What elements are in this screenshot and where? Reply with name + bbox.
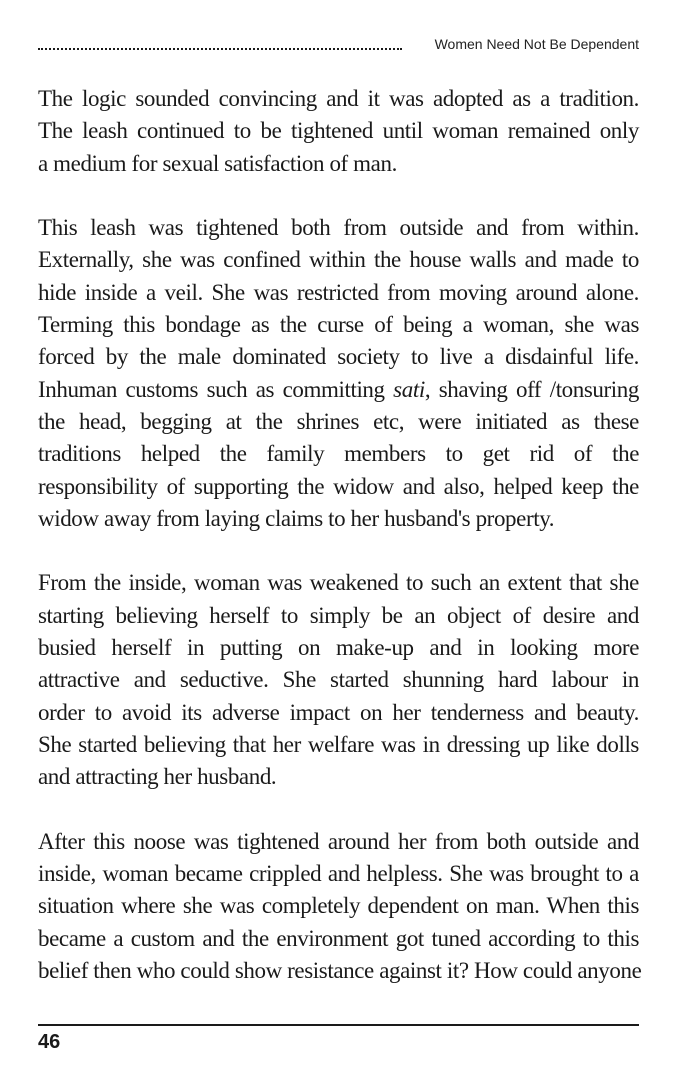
- paragraph-3: [38, 567, 639, 793]
- text-line: busied herself in putting on make-up and in looking more: [38, 635, 639, 661]
- text-line: Terming this bondage as the curse of being a woman, she was: [38, 312, 639, 338]
- paragraph-4: [38, 826, 642, 987]
- text-line: inside, woman became crippled and helpless. She was brought to a: [38, 861, 639, 887]
- text-line: attractive and seductive. She started shunning hard labour in: [38, 667, 639, 693]
- text-line: responsibility of supporting the widow and also, helped keep the: [38, 473, 639, 499]
- text-line: She started believing that her welfare was in dressing up like dolls: [38, 731, 639, 757]
- text-line: situation where she was completely dependent on man. When this: [38, 893, 639, 919]
- text-line: starting believing herself to simply be an object of desire and: [38, 602, 639, 628]
- running-title: Women Need Not Be Dependent: [434, 36, 639, 52]
- text-line: After this noose was tightened around her from both outside and: [38, 828, 639, 854]
- text-line: The leash continued to be tightened until woman remained only: [38, 118, 639, 144]
- header-dotted-rule: [38, 48, 402, 50]
- text-line: This leash was tightened both from outside and from within.: [38, 215, 639, 241]
- text-line: Externally, she was confined within the house walls and made to: [38, 247, 639, 273]
- italic-term: sati: [393, 376, 425, 402]
- text-line: traditions helped the family members to get rid of the: [38, 441, 639, 467]
- paragraph-2: [38, 212, 639, 535]
- text-line: and attracting her husband.: [38, 764, 277, 790]
- page-number: 46: [38, 1031, 61, 1053]
- page-body: [38, 83, 642, 1020]
- text-line: [38, 374, 639, 406]
- text-line: belief then who could show resistance against it? How could anyone: [38, 958, 642, 984]
- text-line: hide inside a veil. She was restricted from moving around alone.: [38, 279, 639, 305]
- text-line: order to avoid its adverse impact on her tenderness and beauty.: [38, 699, 639, 725]
- text-line: widow away from laying claims to her husband's property.: [38, 505, 555, 531]
- text-segment: , shaving off /tonsuring: [424, 376, 639, 402]
- text-line: The logic sounded convincing and it was adopted as a tradition.: [38, 86, 639, 111]
- text-line: From the inside, woman was weakened to such an extent that she: [38, 570, 639, 596]
- text-line: the head, begging at the shrines etc, were initiated as these: [38, 408, 639, 434]
- text-line: forced by the male dominated society to live a disdainful life.: [38, 344, 639, 370]
- footer-rule: [38, 1024, 639, 1026]
- text-segment: Inhuman customs such as committing: [38, 376, 394, 402]
- running-header: [38, 34, 639, 54]
- text-line: a medium for sexual satisfaction of man.: [38, 150, 397, 176]
- paragraph-1: [38, 83, 639, 180]
- text-line: became a custom and the environment got tuned according to this: [38, 925, 639, 951]
